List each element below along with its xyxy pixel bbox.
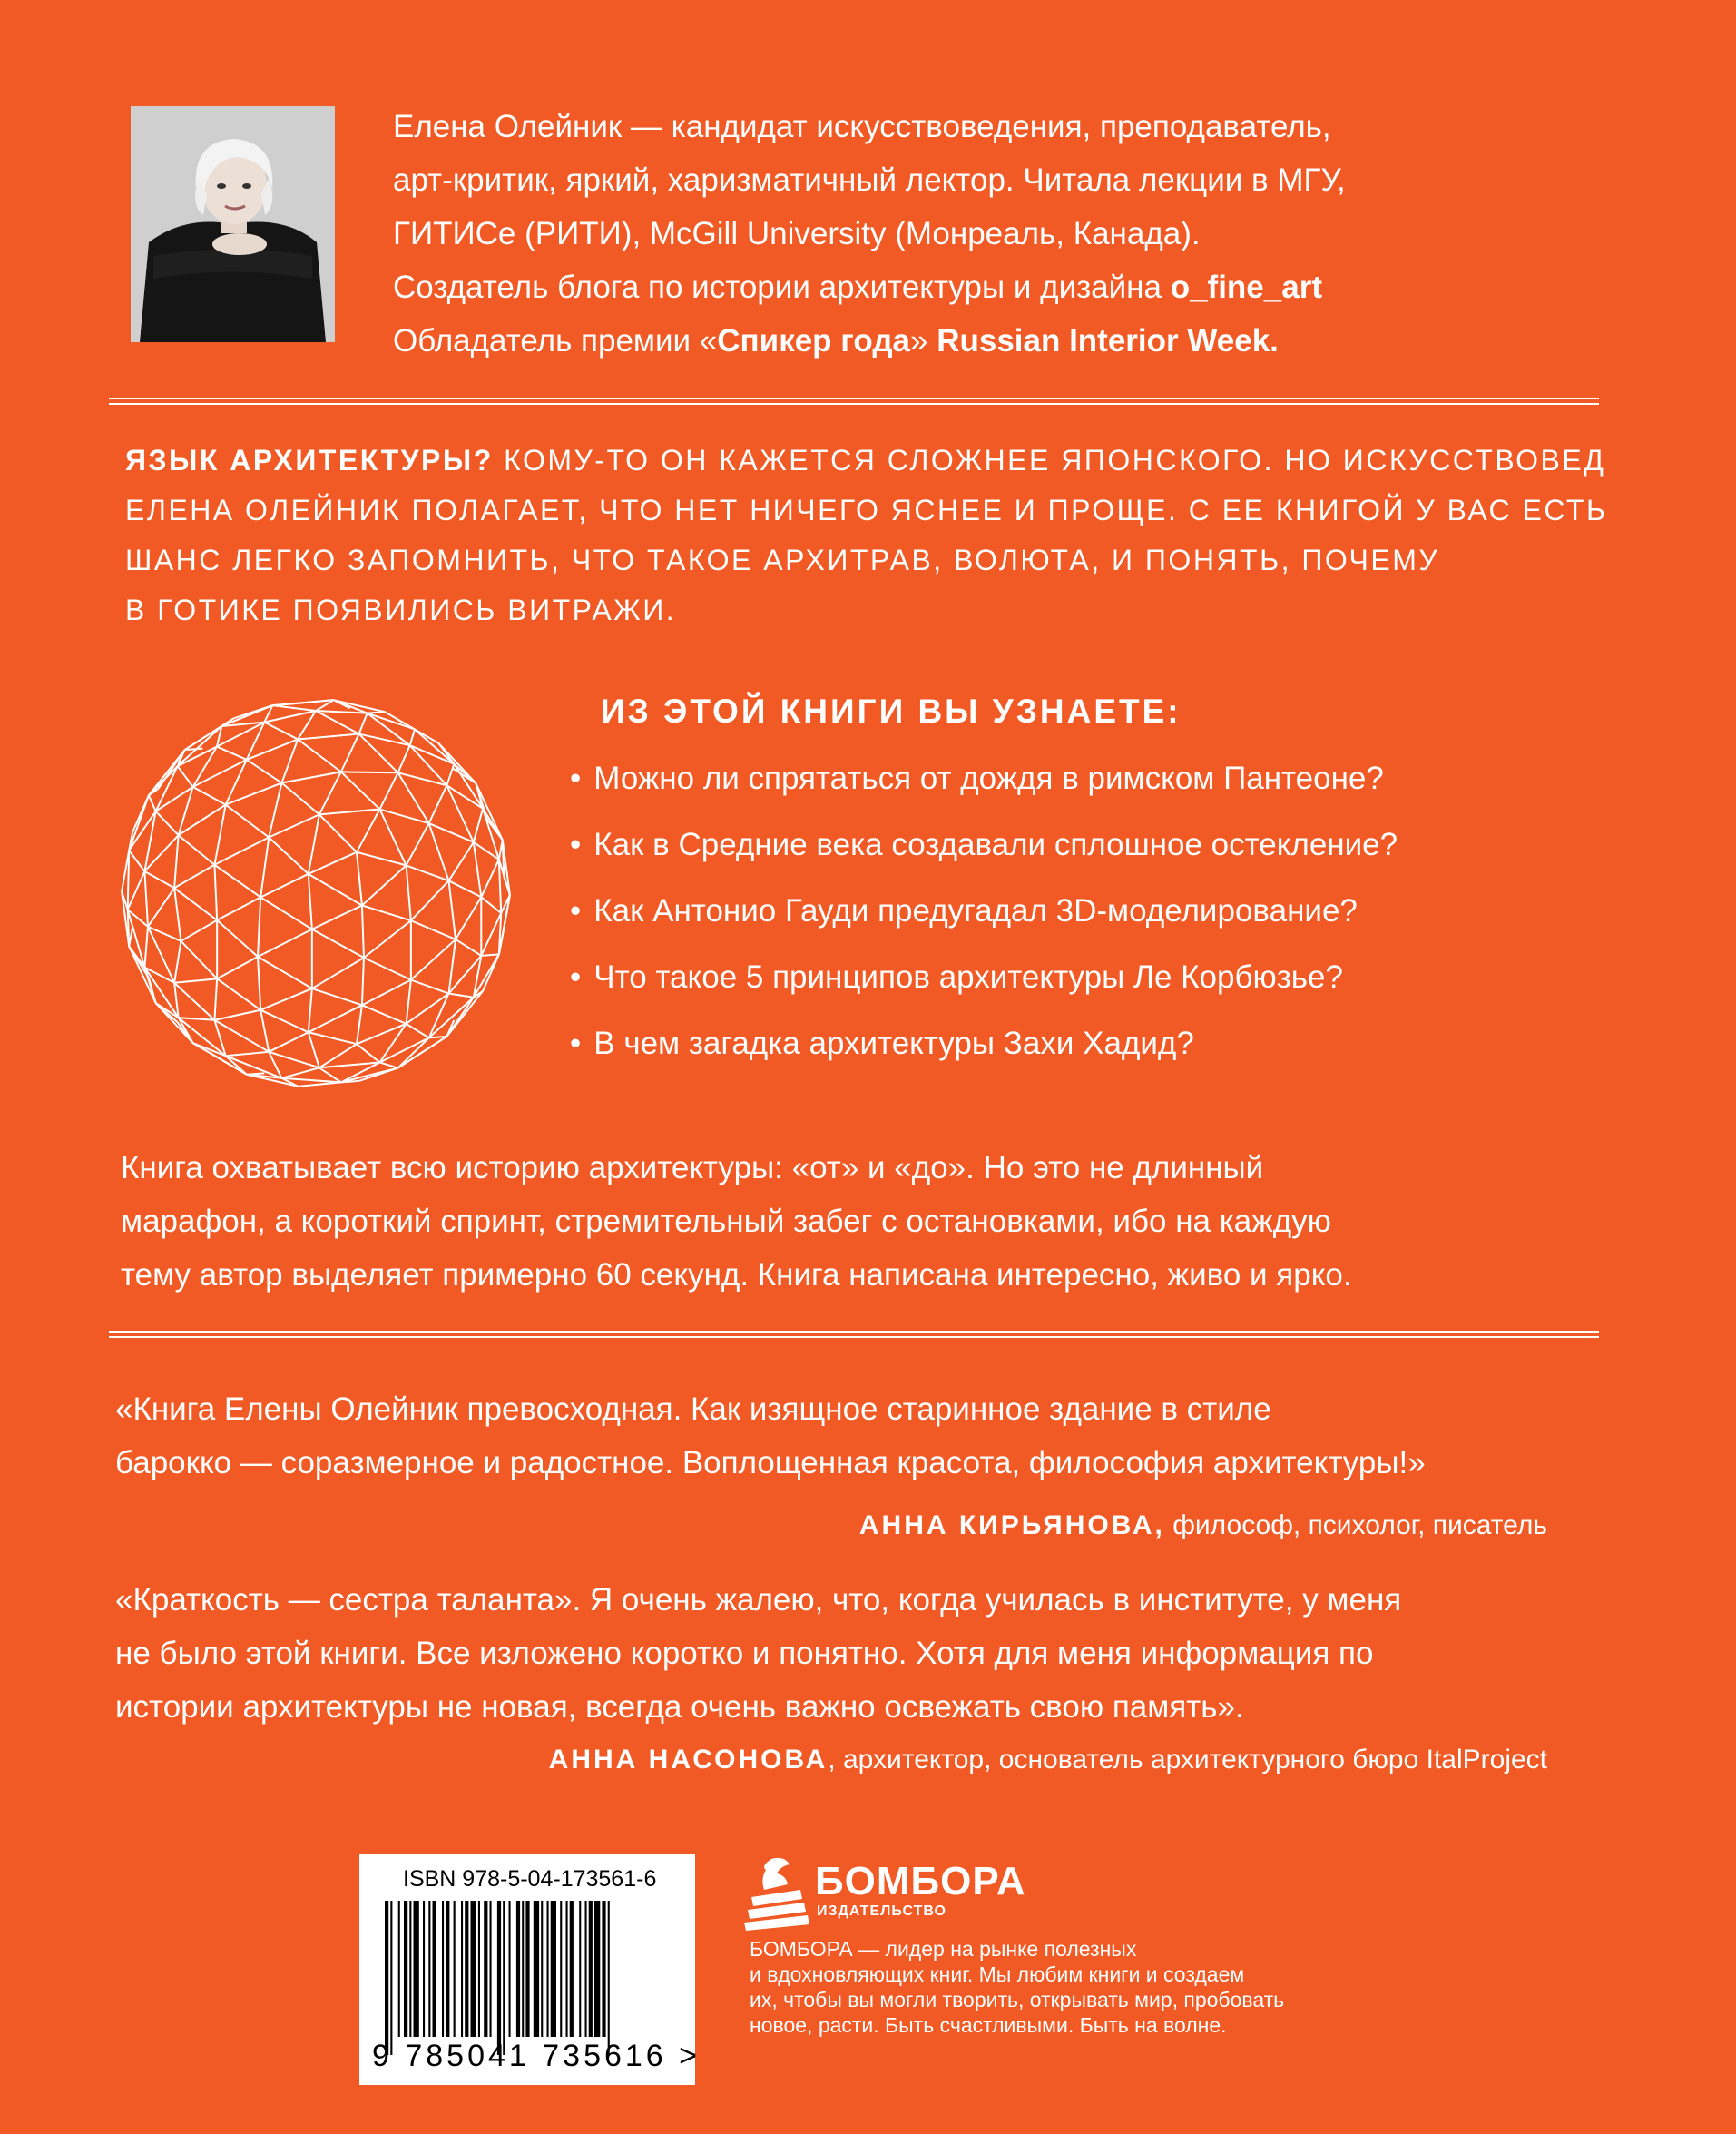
review-quote [115,1573,1622,1734]
summary-line: марафон, а короткий спринт, стремительный забег с остановками, ибо на каждую [121,1204,1331,1239]
sphere-edge [298,1082,341,1086]
sphere-edge [481,954,499,955]
isbn-barcode [359,1854,701,2085]
sphere-edge [481,860,499,897]
sphere-edge [217,978,260,1009]
sphere-edge [474,842,481,897]
sphere-edge [281,1067,319,1077]
sphere-edge [312,958,364,988]
sphere-edge [411,880,449,920]
sphere-edge [174,888,181,941]
sphere-edge [309,988,312,1032]
sphere-edge [144,927,148,968]
learn-title: ИЗ ЭТОЙ КНИГИ ВЫ УЗНАЕТЕ: [601,693,1182,730]
sphere-edge [214,837,269,864]
barcode-bar [428,1901,430,2037]
blog-name: o_fine_art [1170,270,1322,305]
sphere-edge [407,823,429,865]
sphere-edge [174,983,214,1020]
sphere-edge [357,810,379,852]
reviewer-role: философ, психолог, писатель [1164,1510,1547,1540]
isbn-text: ISBN 978-5-04-173561-6 [403,1866,657,1892]
sphere-edge [454,764,483,809]
intro-paragraph: ЯЗЫК АРХИТЕКТУРЫ? КОМУ-ТО ОН КАЖЕТСЯ СЛОЖНЕЕ ЯПОНСКОГО. НО ИСКУССТВОВЕД ЕЛЕНА ОЛЕЙНИК ПОЛАГАЕТ, ЧТО НЕТ НИЧЕГО ЯСНЕЕ И ПРОЩЕ. С ЕЕ КНИГОЙ У ВАС ЕСТЬ ШАНС ЛЕГКО ЗАПОМНИТЬ, ЧТО ТАКОЕ АРХИТРАВ, ВОЛЮТА, И ПОНЯТЬ, ПОЧЕМУ В ГОТИКЕ ПОЯВИЛИСЬ ВИТРАЖИ. [125,436,1632,635]
sphere-edge [309,1005,362,1032]
sphere-edge [341,1068,398,1083]
intro-lead: ЯЗЫК АРХИТЕКТУРЫ? [125,444,494,477]
sphere-edge [214,805,225,865]
sphere-edge [357,1044,379,1062]
sphere-edge [362,1005,407,1024]
sphere-edge [474,809,483,842]
sphere-edge [359,713,368,734]
sphere-edge [178,766,193,787]
sphere-edge [298,734,358,740]
sphere-edge [362,905,364,958]
sphere-edge [129,947,155,1004]
sphere-edge [362,865,407,905]
reviewer-role: , архитектор, основатель архитектурного бюро ItalProject [828,1745,1547,1775]
sphere-edge [407,980,411,1024]
sphere-edge [309,814,319,873]
sphere-edge [429,823,449,880]
barcode-bar [409,1901,411,2037]
publisher-description [750,1936,1330,2038]
sphere-edge [178,726,222,766]
sphere-edge [181,920,217,941]
sphere-edge [410,729,415,745]
barcode-bar [589,1901,593,2037]
barcode-digits: 9 785041 735616 > [372,2039,701,2073]
sphere-edge [149,795,156,811]
barcode-bar [509,1901,511,2037]
sphere-edge [312,988,362,1005]
sphere-edge [129,795,149,851]
learn-item: • Что такое 5 принципов архитектуры Ле Корбюзье? [570,959,1398,1026]
sphere-edge [379,1062,397,1067]
sphere-edge [341,734,359,772]
sphere-edge [309,1032,319,1067]
sphere-edge [429,785,447,823]
sphere-edge [281,772,340,782]
barcode-bar [465,1901,468,2037]
sphere-edge [217,747,247,760]
sphere-edge [357,1005,362,1044]
barcode-bar [398,1901,400,2037]
sphere-edge [217,920,258,957]
sphere-edge [398,1037,429,1067]
barcode-bar [490,1901,492,2037]
barcode-bar [534,1901,539,2037]
barcode-bar [454,1901,456,2037]
sphere-edge [260,837,269,897]
sphere-edge [379,772,397,809]
divider-middle [109,1331,1599,1338]
barcode-bar [442,1901,444,2037]
sphere-edge [258,929,312,957]
sphere-edge [357,852,362,906]
bio-line: Елена Олейник — кандидат искусствоведения, преподаватель, [393,109,1331,144]
review-line: «Краткость — сестра таланта». Я очень жалею, что, когда училась в институте, у меня [115,1582,1402,1618]
sphere-edge [319,814,357,851]
sphere-edge [411,920,456,939]
barcode-bar [484,1901,487,2037]
sphere-edge [260,897,312,929]
sphere-edge [449,880,456,939]
barcode-bar [541,1901,543,2037]
barcode-bar [414,1901,419,2037]
sphere-edge [174,978,217,982]
barcode-bar [547,1901,549,2037]
sphere-edge [258,897,260,957]
sphere-edge [449,880,482,897]
award-name: Спикер года [717,323,910,359]
barcode-bar [404,1901,407,2037]
sphere-edge [499,840,503,860]
sphere-edge [258,957,260,1010]
learn-item: • Как в Средние века создавали сплошное остекление? [570,827,1398,893]
sphere-edge [260,874,309,898]
sphere-edge [341,772,380,809]
sphere-edge [481,913,501,956]
sphere-edge [179,835,215,865]
publisher-desc-line: и вдохновляющих книг. Мы любим книги и создаем [750,1962,1245,1986]
sphere-edge [128,871,145,910]
sphere-edge [193,1043,247,1075]
sphere-edge [410,745,447,785]
award-event: Russian Interior Week. [937,323,1279,359]
barcode-bar [478,1901,480,2037]
author-portrait-image [131,106,335,342]
sphere-edge [362,905,411,920]
barcode-bar [461,1901,463,2037]
barcode-icon [379,1901,679,2055]
sphere-edge [269,783,281,838]
sphere-edge [247,760,282,783]
sphere-edge [309,852,357,874]
barcode-bar [525,1901,529,2037]
sphere-edge [481,897,501,913]
sphere-edge [269,837,309,873]
sphere-edge [298,739,341,772]
sphere-edge [193,787,226,805]
intro-line: ЕЛЕНА ОЛЕЙНИК ПОЛАГАЕТ, ЧТО НЕТ НИЧЕГО ЯСНЕЕ И ПРОЩЕ. С ЕЕ КНИГОЙ У ВАС ЕСТЬ [125,494,1608,526]
barcode-bar [446,1901,449,2037]
sphere-edge [258,957,312,988]
sphere-edge [319,772,341,814]
author-bio [393,100,1591,368]
sphere-edge [144,871,174,888]
sphere-edge [438,743,476,783]
sphere-edge [359,734,398,773]
learn-list [570,761,1398,1092]
bio-line: Обладатель премии «Спикер года» Russian Interior Week. [393,323,1279,359]
review-byline [859,1510,1547,1541]
sphere-edge [456,939,481,956]
sphere-edge [364,920,411,958]
sphere-edge [148,888,174,927]
sphere-edge [379,810,406,866]
sphere-edge [281,739,298,782]
review-line: барокко — соразмерное и радостное. Воплощенная красота, философия архитектуры!» [115,1445,1426,1480]
review-quote [115,1382,1622,1490]
publisher-desc-line: БОМБОРА — лидер на рынке полезных [750,1937,1137,1961]
sphere-edge [269,814,319,837]
sphere-edge [214,1010,260,1020]
sphere-edge [226,805,270,838]
sphere-edge [449,994,474,998]
sphere-edge [214,865,260,898]
barcode-bar [497,1901,501,2055]
bio-line: Создатель блога по истории архитектуры и дизайна o_fine_art [393,270,1322,305]
sphere-edge [362,980,411,1006]
sphere-edge [398,745,410,772]
sphere-edge [269,1032,309,1052]
review-byline [549,1745,1547,1775]
barcode-bar [551,1901,556,2037]
sphere-edge [148,927,174,983]
reviewer-name: АННА НАСОНОВА [548,1745,829,1775]
barcode-bar [608,1901,610,2055]
learn-item: • В чем загадка архитектуры Захи Хадид? [570,1026,1398,1092]
sphere-edge [214,865,217,920]
barcode-bar [566,1901,568,2037]
divider-top [109,398,1599,405]
sphere-edge [193,1043,226,1056]
sphere-edge [446,764,454,786]
sphere-edge [144,871,148,927]
sphere-edge [312,905,362,929]
sphere-edge [415,729,454,763]
publisher-desc-line: новое, расти. Быть счастливыми. Быть на волне. [750,2013,1227,2037]
review-line: «Книга Елены Олейник превосходная. Как изящное старинное здание в стиле [115,1392,1271,1427]
sphere-edge [309,874,312,929]
sphere-edge [407,1024,429,1038]
author-photo [131,106,335,342]
barcode-bar [433,1901,436,2037]
sphere-edge [281,783,319,815]
sphere-edge [174,835,179,888]
sphere-edge [411,939,456,980]
intro-line: ШАНС ЛЕГКО ЗАПОМНИТЬ, ЧТО ТАКОЕ АРХИТРАВ, ВОЛЮТА, И ПОНЯТЬ, ПОЧЕМУ [125,544,1440,576]
sphere-edge [179,1018,215,1020]
summary-line: тему автор выделяет примерно 60 секунд. Книга написана интересно, живо и ярко. [121,1257,1352,1293]
barcode-bar [579,1901,581,2037]
bio-line: ГИТИСе (РИТИ), McGill University (Монреаль, Канада). [393,216,1201,251]
publisher-subtitle: ИЗДАТЕЛЬСТВО [817,1903,946,1919]
sphere-edge [312,929,364,958]
barcode-bar [522,1901,524,2037]
barcode-bar [516,1901,520,2037]
sphere-edge [181,941,217,979]
sphere-edge [264,723,298,740]
sphere-edge [316,711,359,734]
publisher-desc-line: их, чтобы вы могли творить, открывать мир, пробовать [750,1988,1285,2011]
bombora-logo-icon [744,1854,817,1931]
learn-item: • Можно ли спрятаться от дождя в римском Пантеоне? [570,761,1398,827]
barcode-bar [423,1901,425,2037]
sphere-edge [174,865,214,888]
sphere-edge [129,851,144,871]
sphere-edge [174,941,181,983]
barcode-bar [570,1901,574,2037]
barcode-bar [385,1901,388,2055]
sphere-edge [260,1010,269,1052]
sphere-edge [449,842,474,881]
sphere-edge [357,852,407,866]
sphere-edge [226,1056,247,1075]
sphere-edge [214,978,217,1019]
summary-line: Книга охватывает всю историю архитектуры: «от» и «до». Но это не длинный [121,1150,1264,1185]
sphere-edge [174,888,217,920]
review-line: не было этой книги. Все изложено коротко и понятно. Хотя для меня информация по [115,1636,1374,1671]
barcode-bar [602,1901,605,2037]
sphere-edge [415,729,438,742]
sphere-edge [226,1052,270,1056]
barcode-bar [585,1901,587,2037]
sphere-edge [260,1010,309,1033]
sphere-edge [456,897,481,939]
sphere-edge [217,957,258,978]
intro-line: В ГОТИКЕ ПОЯВИЛИСЬ ВИТРАЖИ. [125,594,677,626]
sphere-edge [319,810,380,815]
sphere-edge [407,865,449,880]
geodesic-sphere-icon [116,693,515,1093]
bio-line: арт-критик, яркий, харизматичный лектор. Читала лекции в МГУ, [393,162,1346,198]
sphere-edge [362,958,364,1005]
learn-item: • Как Антонио Гауди предугадал 3D-моделирование? [570,893,1398,959]
sphere-edge [411,980,449,994]
barcode-bar [594,1901,600,2037]
sphere-edge [264,711,316,723]
sphere-edge [407,865,411,920]
sphere-edge [156,811,179,835]
summary-paragraph [121,1141,1609,1302]
barcode-bar [503,1901,505,2055]
sphere-edge [309,874,362,906]
sphere-edge [364,958,411,979]
publisher-name: БОМБОРА [815,1859,1026,1903]
review-line: истории архитектуры не новая, всегда очень важно освежать свою память». [115,1689,1244,1725]
barcode-bar [560,1901,562,2037]
sphere-edge [309,1032,357,1044]
sphere-edge [272,705,316,711]
sphere-edge [217,897,260,919]
barcode-bar [390,1901,392,2055]
reviewer-name: АННА КИРЬЯНОВА, [858,1510,1165,1540]
barcode-bar [471,1901,476,2037]
sphere-edge [260,988,312,1010]
